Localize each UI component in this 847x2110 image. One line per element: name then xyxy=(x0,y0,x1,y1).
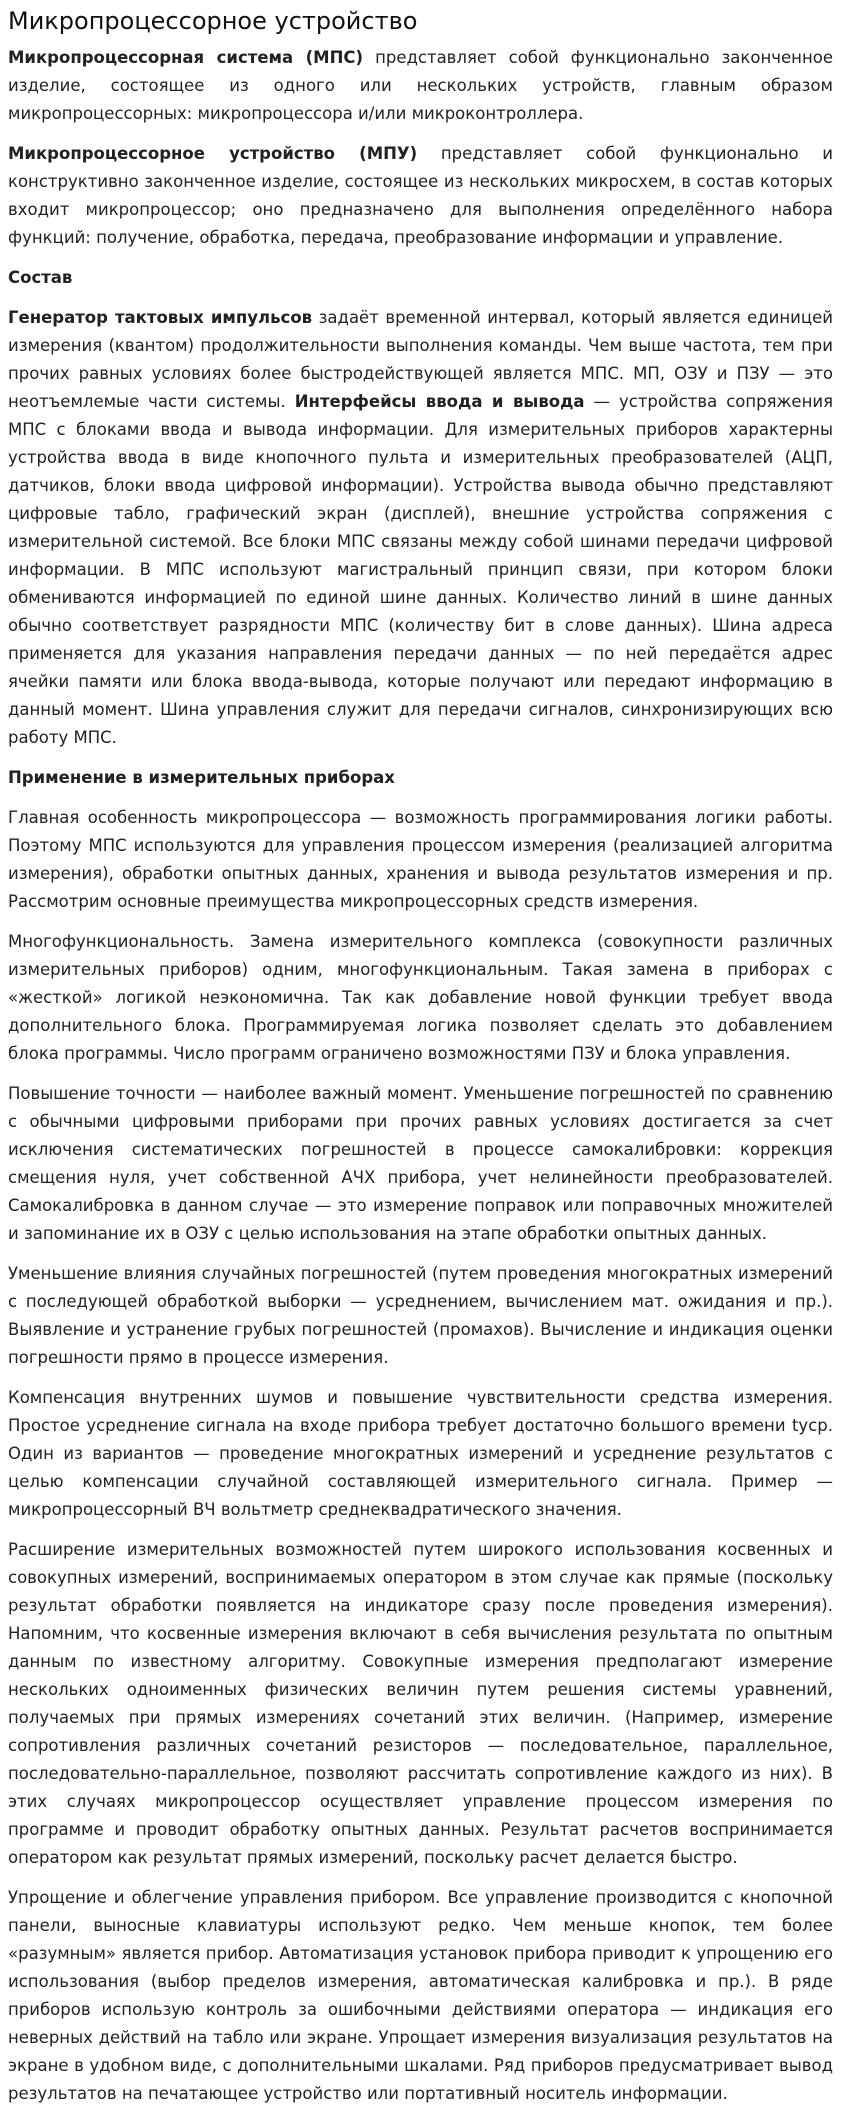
section-heading-composition: Состав xyxy=(8,268,73,287)
term-io-interfaces: Интерфейсы ввода и вывода xyxy=(294,392,585,411)
paragraph-multifunctionality: Многофункциональность. Замена измерительного комплекса (совокупности различных измерительных приборов) одним, многофункциональным. Такая замена в приборах с «жесткой» логикой неэкономична. Так как добавление новой функции требует ввода дополнительного блока. Программируемая логика позволяет сделать это добавлением блока программы. Число программ ограничено возможностями ПЗУ и блока управления. xyxy=(8,932,833,1063)
paragraph-mpu-definition xyxy=(8,140,833,252)
paragraph-simplified-control: Упрощение и облегчение управления прибором. Все управление производится с кнопочной панели, выносные клавиатуры используют редко. Чем меньше кнопок, тем более «разумным» является прибор. Автоматизация установок прибора приводит к упрощению его использования (выбор пределов измерения, автоматическая калибровка и пр.). В ряде приборов использую контроль за ошибочными действиями оператора — индикация его неверных действий на табло или экране. Упрощает измерения визуализация результатов на экране в удобном виде, с дополнительными шкалами. Ряд приборов предусматривает вывод результатов на печатающее устройство или портативный носитель информации. xyxy=(8,1888,833,2103)
paragraph-random-errors: Уменьшение влияния случайных погрешностей (путем проведения многократных измерений с последующей обработкой выборки — усреднением, вычислением мат. ожидания и пр.). Выявление и устранение грубых погрешностей (промахов). Вычисление и индикация оценки погрешности прямо в процессе измерения. xyxy=(8,1264,833,1367)
paragraph-measurement-capabilities: Расширение измерительных возможностей путем широкого использования косвенных и совокупных измерений, воспринимаемых оператором в этом случае как прямые (поскольку результат обработки появляется на индикаторе сразу после проведения измерения). Напомним, что косвенные измерения включают в себя вычисления результата по опытным данным по известному алгоритму. Совокупные измерения предполагают измерение нескольких одноименных физических величин путем решения системы уравнений, получаемых при прямых измерениях сочетаний этих величин. (Например, измерение сопротивления различных сочетаний резисторов — последовательное, параллельное, последовательно-параллельное, позволяют рассчитать сопротивление каждого из них). В этих случаях микропроцессор осуществляет управление процессом измерения по программе и проводит обработку опытных данных. Результат расчетов воспринимается оператором как результат прямых измерений, поскольку расчет делается быстро. xyxy=(8,1540,833,1867)
paragraph-main-feature: Главная особенность микропроцессора — возможность программирования логики работы. Поэтому МПС используются для управления процессом измерения (реализацией алгоритма измерения), обработки опытных данных, хранения и вывода результатов измерения и пр. Рассмотрим основные преимущества микропроцессорных средств измерения. xyxy=(8,808,833,911)
term-mpu: Микропроцессорное устройство (МПУ) xyxy=(8,144,418,163)
paragraph-noise-compensation: Компенсация внутренних шумов и повышение чувствительности средства измерения. Простое усреднение сигнала на входе прибора требует достаточно большого времени tуср. Один из вариантов — проведение многократных измерений и усреднение результатов с целью компенсации случайной составляющей измерительного сигнала. Пример — микропроцессорный ВЧ вольтметр среднеквадратического значения. xyxy=(8,1388,833,1519)
paragraph-composition xyxy=(8,304,833,752)
term-clock-generator: Генератор тактовых импульсов xyxy=(8,308,313,327)
page-title: Микропроцессорное устройство xyxy=(8,7,418,35)
paragraph-mps-definition xyxy=(8,44,833,128)
paragraph-accuracy: Повышение точности — наиболее важный момент. Уменьшение погрешностей по сравнению с обычными цифровыми приборами при прочих равных условиях достигается за счет исключения систематических погрешностей в процессе самокалибровки: коррекция смещения нуля, учет собственной АЧХ прибора, учет нелинейности преобразователей. Самокалибровка в данном случае — это измерение поправок или поправочных множителей и запоминание их в ОЗУ с целью использования на этапе обработки опытных данных. xyxy=(8,1084,833,1243)
paragraph-text: представляет собой функционально и конструктивно законченное изделие, состоящее из нескольких микросхем, в состав которых входит микропроцессор; оно предназначено для выполнения определённого набора функций: получение, обработка, передача, преобразование информации и управление. xyxy=(8,144,833,247)
term-mps: Микропроцессорная система (МПС) xyxy=(8,48,364,67)
paragraph-text: — устройства сопряжения МПС с блоками ввода и вывода информации. Для измерительных приборов характерны устройства ввода в виде кнопочного пульта и измерительных преобразователей (АЦП, датчиков, блоки ввода цифровой информации). Устройства вывода обычно представляют цифровые табло, графический экран (дисплей), внешние устройства сопряжения с измерительной системой. Все блоки МПС связаны между собой шинами передачи цифровой информации. В МПС используют магистральный принцип связи, при котором блоки обмениваются информацией по единой шине данных. Количество линий в шине данных обычно соответствует разрядности МПС (количеству бит в слове данных). Шина адреса применяется для указания направления передачи данных — по ней передаётся адрес ячейки памяти или блока ввода-вывода, которые получают или передают информацию в данный момент. Шина управления служит для передачи сигналов, синхронизирующих всю работу МПС. xyxy=(8,392,834,747)
section-heading-application: Применение в измерительных приборах xyxy=(8,768,395,787)
paragraph-text: задаёт временной интервал, который является единицей измерения (квантом) продолжительности выполнения команды. Чем выше частота, тем при прочих равных условиях более быстродействующей является МПС. МП, ОЗУ и ПЗУ — это неотъемлемые части системы. xyxy=(8,308,833,411)
paragraph-text: представляет собой функционально законченное изделие, состоящее из одного или нескольких устройств, главным образом микропроцессорных: микропроцессора и/или микроконтроллера. xyxy=(8,48,833,123)
